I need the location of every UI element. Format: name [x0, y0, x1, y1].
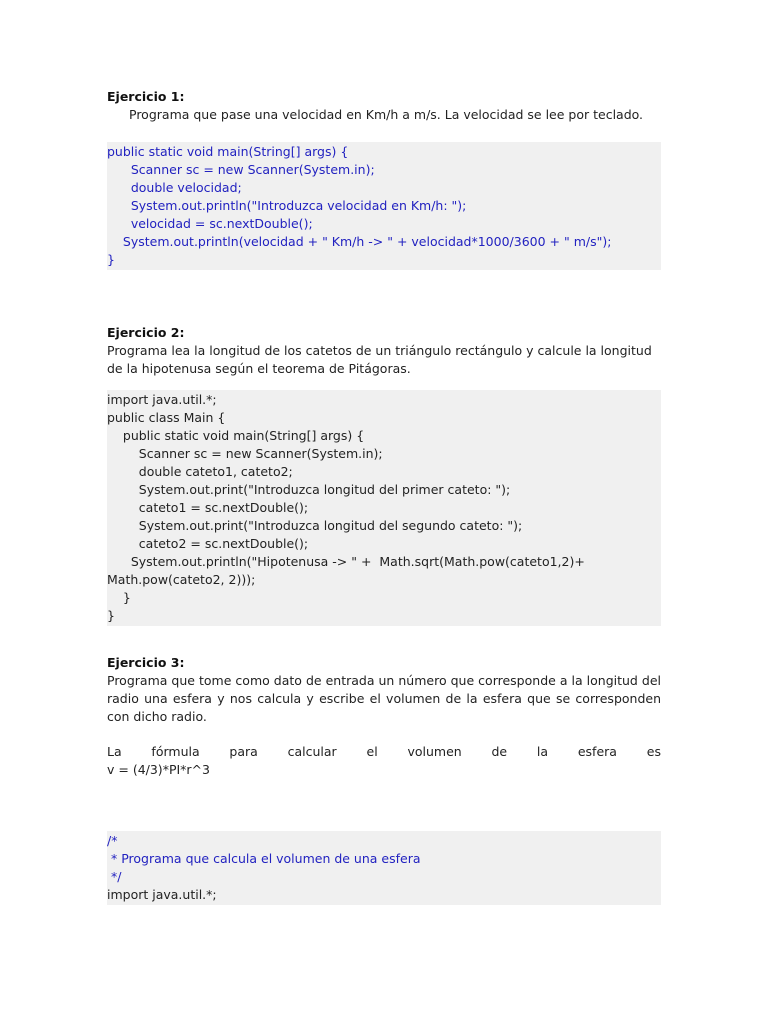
exercise-2-code-block: [107, 390, 661, 626]
exercise-2-description: Programa lea la longitud de los catetos de un triángulo rectángulo y calcule la longitud de la hipotenusa según el teorema de Pitágoras.: [107, 343, 652, 376]
exercise-2-title: Ejercicio 2:: [107, 325, 185, 340]
exercise-3-description: Programa que tome como dato de entrada un número que corresponde a la longitud del radio una esfera y nos calcula y escribe el volumen de la esfera que se corresponden con dicho radio.: [107, 673, 661, 724]
code-line: Scanner sc = new Scanner(System.in);: [107, 162, 375, 177]
code-line: System.out.println("Introduzca velocidad en Km/h: ");: [107, 198, 467, 213]
formula-expression: v = (4/3)*PI*r^3: [107, 762, 210, 777]
code-line: Math.pow(cateto2, 2)));: [107, 572, 256, 587]
code-line: System.out.print("Introduzca longitud del segundo cateto: ");: [107, 518, 523, 533]
formula-sentence: [107, 743, 661, 761]
code-line: System.out.print("Introduzca longitud del primer cateto: ");: [107, 482, 511, 497]
code-line: public class Main {: [107, 410, 226, 425]
code-line: System.out.println(velocidad + " Km/h -> " + velocidad*1000/3600 + " m/s");: [107, 234, 612, 249]
exercise-3-title: Ejercicio 3:: [107, 655, 185, 670]
code-line: }: [107, 252, 115, 267]
code-line: cateto2 = sc.nextDouble();: [107, 536, 309, 551]
code-line: double cateto1, cateto2;: [107, 464, 293, 479]
exercise-3-code-block: [107, 831, 661, 905]
formula-word: el: [366, 744, 378, 759]
code-line: import java.util.*;: [107, 392, 217, 407]
code-line: import java.util.*;: [107, 887, 217, 902]
exercise-1-description: Programa que pase una velocidad en Km/h a m/s. La velocidad se lee por teclado.: [129, 107, 644, 122]
code-line: }: [107, 590, 131, 605]
document-page: [107, 88, 661, 905]
formula-word: La: [107, 744, 122, 759]
code-line: velocidad = sc.nextDouble();: [107, 216, 313, 231]
code-comment-line: */: [107, 869, 122, 884]
exercise-1-title: Ejercicio 1:: [107, 89, 185, 104]
code-line: public static void main(String[] args) {: [107, 428, 365, 443]
code-line: }: [107, 608, 115, 623]
formula-word: para: [229, 744, 258, 759]
code-line: cateto1 = sc.nextDouble();: [107, 500, 309, 515]
code-comment-line: * Programa que calcula el volumen de una esfera: [107, 851, 421, 866]
code-line: double velocidad;: [107, 180, 242, 195]
formula-word: es: [646, 744, 661, 759]
code-comment-line: /*: [107, 833, 118, 848]
formula-word: volumen: [407, 744, 462, 759]
formula-word: esfera: [577, 744, 617, 759]
formula-word: calcular: [287, 744, 337, 759]
exercise-1-code-block: [107, 142, 661, 270]
code-line: public static void main(String[] args) {: [107, 144, 349, 159]
formula-word: fórmula: [151, 744, 200, 759]
formula-word: la: [536, 744, 549, 759]
code-line: System.out.println("Hipotenusa -> " + Math.sqrt(Math.pow(cateto1,2)+: [107, 554, 585, 569]
code-line: Scanner sc = new Scanner(System.in);: [107, 446, 383, 461]
formula-word: de: [491, 744, 508, 759]
